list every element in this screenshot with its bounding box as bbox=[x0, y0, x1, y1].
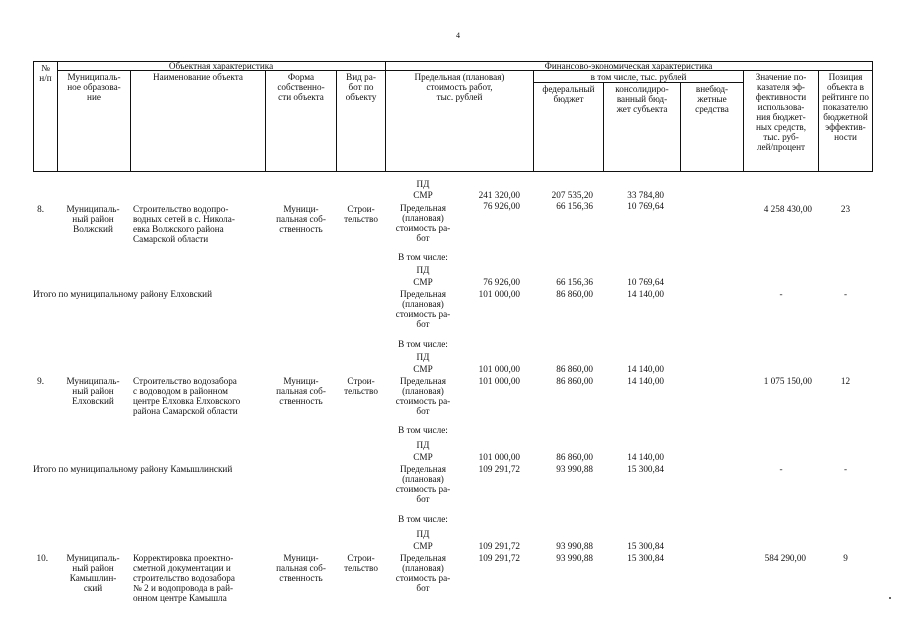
subtotal-consolidated: 15 300,84 bbox=[627, 464, 664, 474]
row-work-type: Строи- тельство bbox=[344, 376, 378, 396]
header-planned-cost: Предельная (плановая) стоимость работ, тыс. рублей bbox=[414, 72, 505, 102]
row-federal: 86 860,00 bbox=[556, 364, 593, 374]
header-object-group: Объектная характеристика bbox=[168, 61, 274, 71]
row-object: Корректировка проектно- сметной документации и строительство водозабора № 2 и водопровода в рай- онном центре Камышла bbox=[133, 553, 235, 603]
subtotal-label: Итого по муниципальному району Елховский bbox=[33, 289, 213, 299]
row-consolidated: 14 140,00 bbox=[627, 376, 664, 386]
cost-label-limit: Предельная (плановая) стоимость ра- бот bbox=[395, 376, 451, 416]
row-rank: 9 bbox=[843, 553, 848, 563]
subtotal-cost: 109 291,72 bbox=[478, 464, 520, 474]
cost-label-smr: СМР bbox=[413, 277, 433, 287]
cost-label-including: В том числе: bbox=[398, 514, 448, 524]
row-ownership: Муници- пальная соб- ственность bbox=[276, 553, 326, 583]
row-work-type: Строи- тельство bbox=[344, 553, 378, 573]
header-extrabudget: внебюд- жетные средства bbox=[695, 84, 729, 114]
row-federal: 86 860,00 bbox=[556, 376, 593, 386]
row-cost: 241 320,00 bbox=[478, 190, 520, 200]
header-federal: федеральный бюджет bbox=[542, 84, 595, 104]
subtotal-cost: 101 000,00 bbox=[478, 289, 520, 299]
subtotal-federal: 93 990,88 bbox=[556, 464, 593, 474]
row-cost: 101 000,00 bbox=[478, 364, 520, 374]
subtotal-federal: 66 156,36 bbox=[556, 277, 593, 287]
header-num: № н/п bbox=[39, 63, 52, 83]
subtotal-consolidated: 14 140,00 bbox=[627, 452, 664, 462]
subtotal-consolidated: 14 140,00 bbox=[627, 289, 664, 299]
row-num: 9. bbox=[37, 376, 44, 386]
row-federal: 93 990,88 bbox=[556, 553, 593, 563]
header-municipality: Муниципаль- ное образова- ние bbox=[67, 72, 121, 102]
row-cost: 101 000,00 bbox=[478, 376, 520, 386]
header-including: в том числе, тыс. рублей bbox=[590, 72, 687, 82]
row-federal: 66 156,36 bbox=[556, 201, 593, 211]
row-consolidated: 15 300,84 bbox=[627, 553, 664, 563]
col-line bbox=[872, 61, 873, 172]
subtotal-federal: 86 860,00 bbox=[556, 289, 593, 299]
cost-label-smr: СМР bbox=[413, 452, 433, 462]
row-cost: 109 291,72 bbox=[478, 553, 520, 563]
row-rank: 12 bbox=[840, 376, 851, 386]
row-object: Строительство водопро- водных сетей в с. Никола- евка Волжского района Самарской области bbox=[133, 204, 235, 244]
row-ownership: Муници- пальная соб- ственность bbox=[276, 376, 326, 406]
scan-speck bbox=[889, 597, 891, 599]
header-object-name: Наименование объекта bbox=[153, 72, 243, 82]
header-rank: Позиция объекта в рейтинге по показателю бюджетной эффектив- ности bbox=[822, 72, 869, 142]
cost-label-limit: Предельная (плановая) стоимость ра- бот bbox=[395, 464, 451, 504]
row-cost: 76 926,00 bbox=[483, 201, 520, 211]
subtotal-federal: 86 860,00 bbox=[556, 452, 593, 462]
row-municipality: Муниципаль- ный район Елховский bbox=[66, 376, 120, 406]
row-consolidated: 14 140,00 bbox=[627, 364, 664, 374]
header-bottom-line bbox=[33, 171, 872, 172]
cost-label-limit: Предельная (плановая) стоимость ра- бот bbox=[395, 289, 451, 329]
row-efficiency: 1 075 150,00 bbox=[763, 376, 812, 386]
row-work-type: Строи- тельство bbox=[344, 204, 378, 224]
subtotal-rank: - bbox=[843, 464, 848, 474]
cost-label-including: В том числе: bbox=[398, 339, 448, 349]
col-line bbox=[130, 70, 131, 172]
subtotal-rank: - bbox=[843, 289, 848, 299]
subtotal-cost: 101 000,00 bbox=[478, 452, 520, 462]
page-number: 4 bbox=[456, 31, 460, 40]
row-efficiency: 4 258 430,00 bbox=[763, 204, 812, 214]
header-finance-group: Финансово-экономическая характеристика bbox=[544, 61, 713, 71]
row-ownership: Муници- пальная соб- ственность bbox=[276, 204, 326, 234]
header-efficiency: Значение по- казателя эф- фективности использова- ния бюджет- ных средств, тыс. руб- лей/процент bbox=[755, 72, 807, 152]
header-work-type: Вид ра- бот по объекту bbox=[345, 72, 377, 102]
cost-label-including: В том числе: bbox=[398, 252, 448, 262]
header-ownership: Форма собственно- сти объекта bbox=[277, 72, 325, 102]
cost-label-pd: ПД bbox=[416, 440, 430, 450]
row-federal: 93 990,88 bbox=[556, 541, 593, 551]
cost-label-smr: СМР bbox=[413, 541, 433, 551]
row-consolidated: 33 784,80 bbox=[627, 190, 664, 200]
row-cost: 109 291,72 bbox=[478, 541, 520, 551]
cost-label-pd: ПД bbox=[416, 352, 430, 362]
cost-label-pd: ПД bbox=[416, 265, 430, 275]
cost-label-smr: СМР bbox=[413, 190, 433, 200]
row-rank: 23 bbox=[840, 204, 851, 214]
row-num: 10. bbox=[36, 553, 48, 563]
cost-label-pd: ПД bbox=[416, 529, 430, 539]
row-federal: 207 535,20 bbox=[551, 190, 593, 200]
cost-label-including: В том числе: bbox=[398, 425, 448, 435]
row-consolidated: 10 769,64 bbox=[627, 201, 664, 211]
row-municipality: Муниципаль- ный район Камышлин- ский bbox=[66, 553, 120, 593]
subtotal-consolidated: 10 769,64 bbox=[627, 277, 664, 287]
row-object: Строительство водозабора с водоводом в районном центре Елховка Елховского района Самарской области bbox=[133, 376, 241, 416]
cost-label-limit: Предельная (плановая) стоимость ра- бот bbox=[395, 553, 451, 593]
subtotal-efficiency: - bbox=[779, 464, 783, 474]
header-including-line bbox=[533, 82, 743, 83]
cost-label-limit: Предельная (плановая) стоимость ра- бот bbox=[395, 203, 451, 243]
row-num: 8. bbox=[37, 204, 44, 214]
header-consolidated: консолидиро- ванный бюд- жет субъекта bbox=[615, 84, 669, 114]
subtotal-cost: 76 926,00 bbox=[483, 277, 520, 287]
cost-label-smr: СМР bbox=[413, 364, 433, 374]
subtotal-efficiency: - bbox=[779, 289, 783, 299]
subtotal-label: Итого по муниципальному району Камышлинский bbox=[33, 464, 233, 474]
cost-label-pd: ПД bbox=[416, 179, 430, 189]
row-consolidated: 15 300,84 bbox=[627, 541, 664, 551]
row-efficiency: 584 290,00 bbox=[764, 553, 806, 563]
row-municipality: Муниципаль- ный район Волжский bbox=[66, 204, 120, 234]
